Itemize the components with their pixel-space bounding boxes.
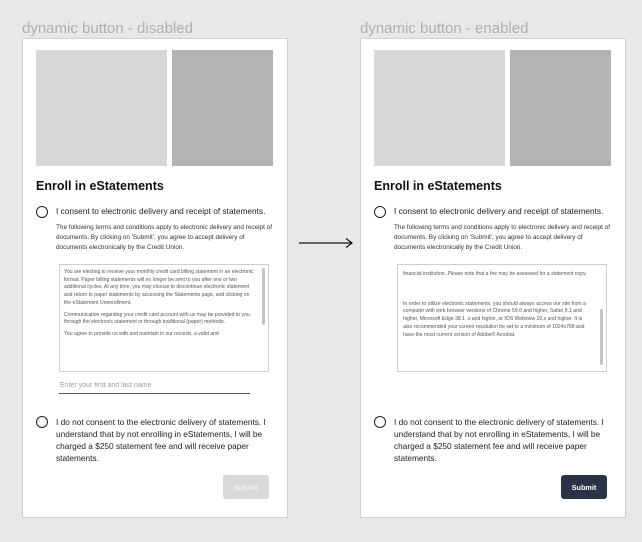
nonconsent-label: I do not consent to the electronic delivery of statements. I understand that by not enrolling in eStatements, I will be charged a $250 statement fee and will receive paper statements. bbox=[56, 417, 266, 463]
terms-scrollbar[interactable] bbox=[262, 268, 265, 325]
terms-paragraph: You agree to provide us with and maintain in our records, a valid and bbox=[64, 330, 219, 337]
enroll-card-enabled bbox=[360, 38, 626, 518]
page-title: Enroll in eStatements bbox=[36, 179, 164, 193]
nonconsent-label: I do not consent to the electronic delivery of statements. I understand that by not enrolling in eStatements, I will be charged a $250 statement fee and will receive paper statements. bbox=[394, 417, 604, 463]
image-placeholder-small bbox=[172, 50, 273, 166]
nonconsent-radio[interactable] bbox=[36, 416, 48, 428]
terms-paragraph: financial institution. Please note that a fee may be assessed for a statement copy. bbox=[403, 271, 587, 277]
terms-scroll-box[interactable] bbox=[397, 264, 607, 372]
enroll-card-disabled bbox=[22, 38, 288, 518]
frame-label-disabled: dynamic button - disabled bbox=[22, 20, 193, 37]
image-placeholder-large bbox=[374, 50, 505, 166]
terms-scrollbar[interactable] bbox=[600, 309, 603, 365]
submit-button-enabled[interactable]: Submit bbox=[561, 475, 607, 499]
terms-intro: The following terms and conditions apply to electronic delivery and receipt of documents. By clicking on 'Submit', you agree to accept delivery of documents electronically by the Credit Union. bbox=[56, 224, 272, 252]
image-placeholder-large bbox=[36, 50, 167, 166]
name-input[interactable] bbox=[59, 378, 250, 394]
page-title: Enroll in eStatements bbox=[374, 179, 502, 193]
terms-paragraph: Communication regarding your credit card account with us may be provided to you through the electronic statement or through traditional (paper) methods. bbox=[64, 311, 250, 326]
terms-intro: The following terms and conditions apply to electronic delivery and receipt of documents. By clicking on 'Submit', you agree to accept delivery of documents electronically by the Credit Union. bbox=[394, 224, 610, 252]
terms-paragraph: In order to utilize electronic statements, you should always access our site from a computer with web browser versions of Chrome 59.0 and higher, Safari 9.1 and higher, Microsoft Edge 38.1 .x and higher, or IOS Webview 10.x and higher. It is also recommended your screen resolution be set to a minimum of 1024x768 and have the most current version of Adobe® Acrobat. bbox=[403, 300, 586, 338]
terms-scroll-box[interactable] bbox=[59, 264, 269, 372]
terms-paragraph: You are electing to receive your monthly credit card billing statement in an electronic format. Paper billing statements will no longer be sent to you after one or two additional cycles. At any time, you may choose to discontinue electronic statement and return to paper statements by accessing the Statements page, and clicking on the eStatement Unenrollment. bbox=[64, 269, 254, 306]
submit-button-disabled[interactable]: Submit bbox=[223, 475, 269, 499]
consent-radio[interactable] bbox=[374, 206, 386, 218]
right-arrow-icon bbox=[299, 237, 355, 249]
nonconsent-radio[interactable] bbox=[374, 416, 386, 428]
frame-label-enabled: dynamic button - enabled bbox=[360, 20, 529, 37]
consent-label: I consent to electronic delivery and receipt of statements. bbox=[394, 206, 604, 216]
consent-label: I consent to electronic delivery and receipt of statements. bbox=[56, 206, 266, 216]
image-placeholder-small bbox=[510, 50, 611, 166]
consent-radio[interactable] bbox=[36, 206, 48, 218]
